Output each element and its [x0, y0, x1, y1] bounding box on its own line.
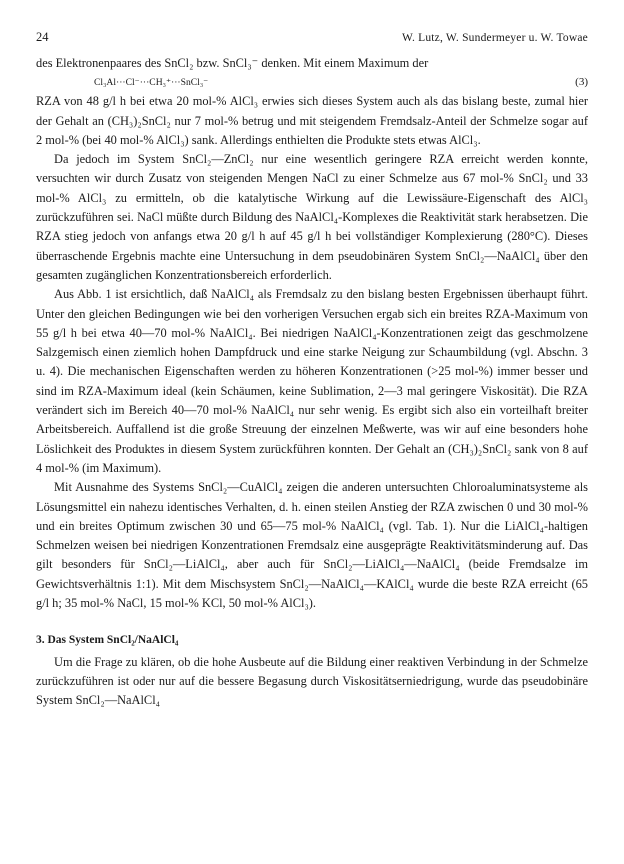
- article-body: [36, 54, 588, 711]
- page-number: 24: [36, 30, 49, 44]
- paragraph-chloroaluminates: Mit Ausnahme des Systems SnCl₂—CuAlCl₄ zeigen die anderen untersuchten Chloroaluminatsysteme als Lösungsmittel ein nahezu identisches Verhalten, d. h. einen steilen Anstieg der RZA zwischen 0 und 30 mol-% und ein breites Optimum zwischen 30 und 65—75 mol-% NaAlCl₄ (vgl. Tab. 1). Nur die LiAlCl₄-haltigen Schmelzen weisen bei niedrigen Konzentrationen Fremdsalz eine ausgeprägte Reaktivitätsminderung auf. Das gilt besonders für SnCl₂—LiAlCl₄, aber auch für SnCl₂—LiAlCl₄—NaAlCl₄ (beide Fremdsalze im Gewichtsverhältnis 1:1). Mit dem Mischsystem SnCl₂—NaAlCl₄—KAlCl₄ wurde die beste RZA erreicht (65 g/l h; 35 mol-% NaCl, 15 mol-% KCl, 50 mol-% AlCl₃).: [36, 480, 588, 611]
- formula-3: [36, 73, 588, 92]
- section-heading: 3. Das System SnCl₂/NaAlCl₄: [36, 634, 179, 647]
- equation-number: (3): [575, 76, 588, 89]
- running-head: W. Lutz, W. Sundermeyer u. W. Towae: [401, 32, 588, 44]
- paragraph-figure-1: Aus Abb. 1 ist ersichtlich, daß NaAlCl₄ als Fremdsalz zu den bislang besten Ergebnissen überhaupt führt. Unter den gleichen Bedingungen wie bei den vorherigen Versuchen ergab sich ein breites RZA-Maximum von 55 g/l h bei etwa 40—70 mol-% NaAlCl₄. Bei niedrigen NaAlCl₄-Konzentrationen zeigt das geschmolzene Salzgemisch einen ziemlich hohen Dampfdruck und eine starke Neigung zur Schaumbildung (vgl. Abschn. 3 u. 4). Die mechanischen Eigenschaften werden zu höheren Konzentrationen (>25 mol-%) immer besser und sind im RZA-Maximum ideal (kein Schäumen, keine Sublimation, 2—3 mal geringere Viskosität). Die RZA verändert sich im Bereich 40—70 mol-% NaAlCl₄ nur sehr wenig. Es ergibt sich also ein vorteilhaft breiter Arbeitsbereich. Auffallend ist die große Streuung der einzelnen Meßwerte, was wir auf eine besonders hohe Löslichkeit des Produktes in diesem System zurückführen konnten. Der Gehalt an (CH₃)₂SnCl₂ sank von 8 auf 4 mol-% (im Maximum).: [36, 287, 588, 475]
- formula-text: Cl₃Al···Cl⁻···CH₃⁺···SnCl₃⁻: [94, 77, 209, 89]
- paragraph-nacl-addition: Da jedoch im System SnCl₂—ZnCl₂ nur eine wesentlich geringere RZA erreicht werden konnte, versuchten wir durch Zusatz von steigenden Mengen NaCl zu einer Schmelze aus 67 mol-% SnCl₂ und 33 mol-% AlCl₃ zu ermitteln, ob die katalytische Wirkung auf die Lewissäure-Eigenschaft des AlCl₃ zurückzuführen sei. NaCl müßte durch Bildung des NaAlCl₄-Komplexes die Reaktivität stark herabsetzen. Die RZA stieg jedoch von anfangs etwa 20 g/l h auf 45 g/l h bei vollständiger Komplexierung (280°C). Dieses überraschende Ergebnis machte eine Untersuchung in dem pseudobinären System SnCl₂—NaAlCl₄ über den gesamten zugänglichen Konzentrationsbereich erforderlich.: [36, 152, 588, 282]
- page-header: [36, 30, 588, 45]
- paragraph-section-3: Um die Frage zu klären, ob die hohe Ausbeute auf die Bildung einer reaktiven Verbindung in der Schmelze zurückzuführen ist oder nur auf die bessere Begasung durch Viskositätserniedrigung, wurde das pseudobinäre System SnCl₂—NaAlCl₄: [36, 654, 588, 708]
- paragraph-continuation: des Elektronenpaares des SnCl₂ bzw. SnCl₃⁻ denken. Mit einem Maximum der: [36, 56, 429, 70]
- paragraph-rza-aluminum: RZA von 48 g/l h bei etwa 20 mol-% AlCl₃ erwies sich dieses System auch als das bislang beste, zumal hier der Gehalt an (CH₃)₂SnCl₂ nur 7 mol-% betrug und mit steigendem Fremdsalz-Anteil der Schmelze sogar auf 2 mol-% (bei 40 mol-% AlCl₃) sank. Allerdings enthielten die Produkte stets etwas AlCl₃.: [36, 94, 588, 147]
